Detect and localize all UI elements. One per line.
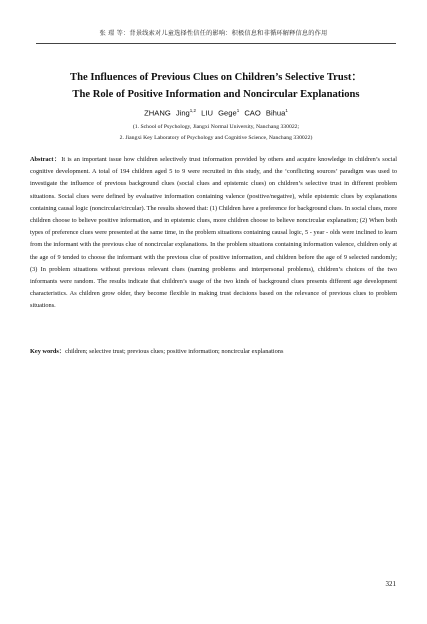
keywords <box>30 346 397 358</box>
author-name: LIU Gege <box>201 108 237 118</box>
author-affil-marker: 1 <box>285 108 288 113</box>
title-line-1: The Influences of Previous Clues on Children’s Selective Trust： <box>70 72 362 83</box>
paper-title <box>36 69 396 103</box>
keywords-label: Key words： <box>30 348 66 355</box>
abstract-label: Abstract： <box>30 156 62 163</box>
author-list <box>36 108 396 118</box>
keywords-text: children; selective trust; previous clues; positive information; noncircular explanations <box>65 348 284 355</box>
author-affil-marker: 1 <box>236 108 240 113</box>
abstract <box>30 154 397 313</box>
running-header: 张 璟 等：背景线索对儿童选择性信任的影响：积极信息和非循环解释信息的作用 <box>99 30 328 37</box>
title-line-2: The Role of Positive Information and Noncircular Explanations <box>72 89 360 100</box>
affiliation-line-2: 2. Jiangxi Key Laboratory of Psychology and Cognitive Science, Nanchang 330022) <box>119 135 313 141</box>
abstract-text: It is an important issue how children selectively trust information provided by others and acquire knowledge in children’s social cognitive development. A total of 194 children aged 5 to 9 were recruited in this study, and the ‘conflicting sources’ paradigm was used to investigate the influence of previous background clues (social clues and epistemic clues) on children’s selective trust in different problem situations. Social clues were defined by evaluative information containing valence (positive/negative), while epistemic clues by explanations containing causal logic (noncircular/circular). The results showed that: (1) Children have a preference for background clues. In social clues, more children choose to believe positive information, and in epistemic clues, more children choose to believe noncircular explanation; (2) When both types of preference clues were presented at the same time, in the problem situations containing causal logic, 5 - year - olds were inclined to learn from the informant with the previous clue of noncircular explanations. In the problem situations containing information valence, children only at the age of 9 tended to choose the informant with the previous clue of positive information, and children before the age of 9 selected randomly; (3) In problem situations without previous relevant clues (naming problems and interpersonal problems), children’s choices of the two informants were random. The results indicate that children’s usage of the two kinds of background clues presents different age development characteristics. As children grow older, they become flexible in making trust decisions based on the relevance of previous clues to problem situations. <box>30 156 397 310</box>
author-name: ZHANG Jing <box>144 108 190 118</box>
affiliation-line-1: (1. School of Psychology, Jiangxi Normal University, Nanchang 330022; <box>132 124 300 130</box>
author-affil-marker: 1,2 <box>189 108 197 113</box>
author-name: CAO Bihua <box>244 108 286 118</box>
header-divider <box>36 43 396 44</box>
affiliations <box>36 122 396 144</box>
page-number: 321 <box>385 580 396 588</box>
